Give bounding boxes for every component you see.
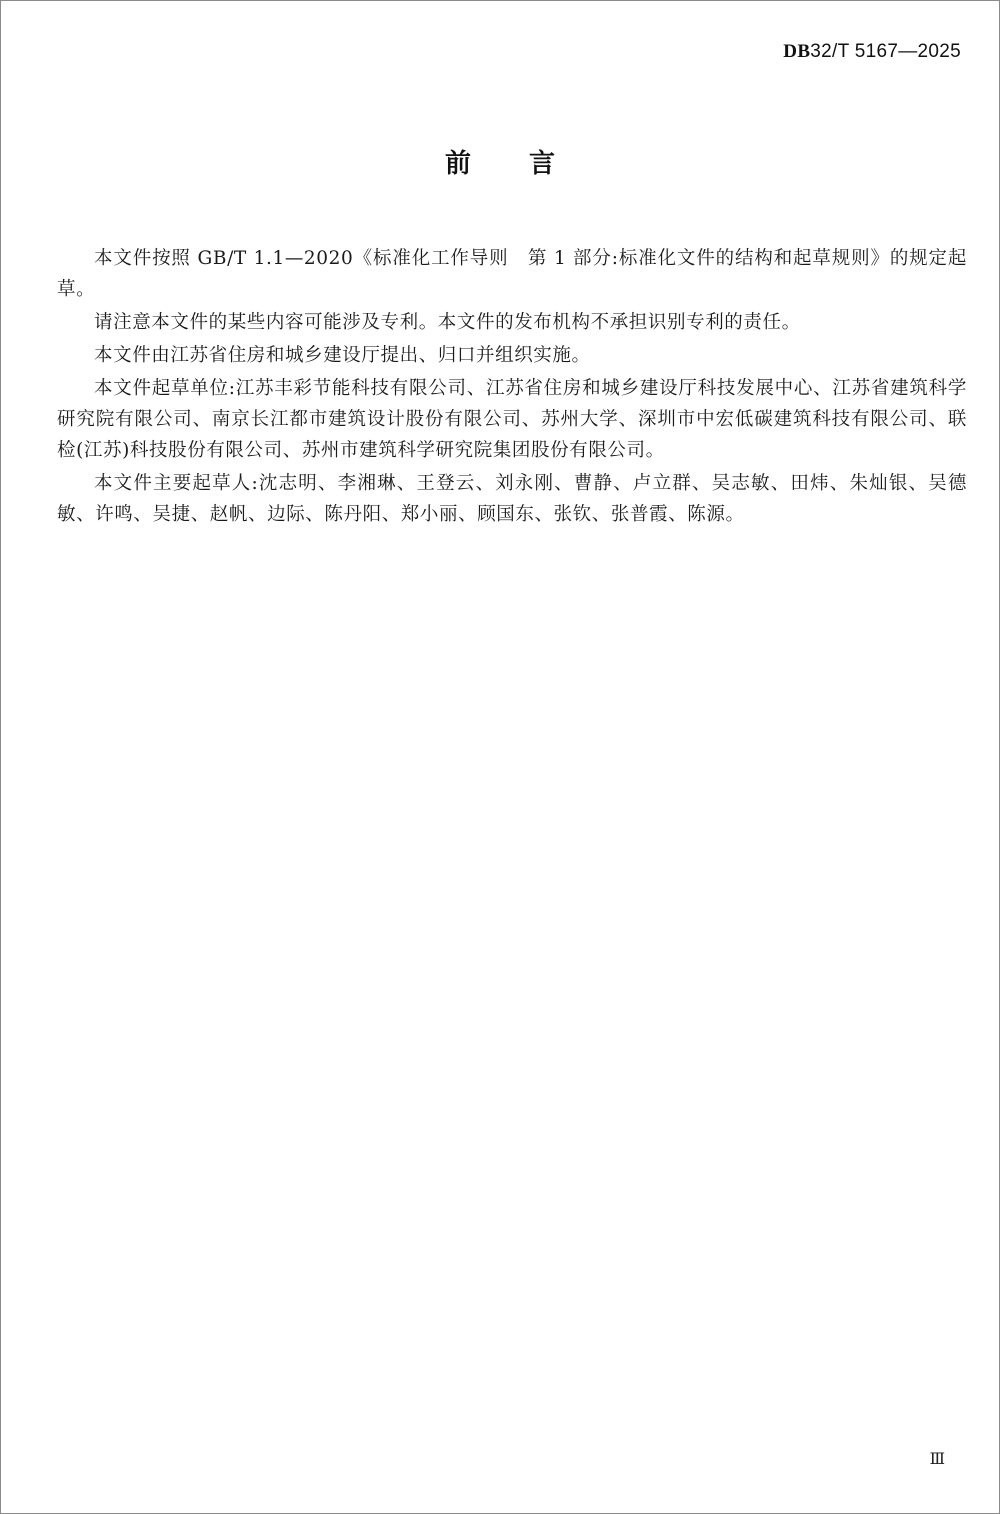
paragraph-drafting-basis: 本文件按照 GB/T 1.1—2020《标准化工作导则 第 1 部分:标准化文件的结构和起草规则》的规定起草。: [57, 248, 967, 300]
standard-code-number: 32/T 5167—2025: [810, 41, 961, 62]
paragraph-patent-notice: 请注意本文件的某些内容可能涉及专利。本文件的发布机构不承担识别专利的责任。: [94, 312, 801, 333]
paragraph-drafters: 本文件主要起草人:沈志明、李湘琳、王登云、刘永刚、曹静、卢立群、吴志敏、田炜、朱灿银、吴德敏、许鸣、吴捷、赵帆、边际、陈丹阳、郑小丽、顾国东、张钦、张普霞、陈源。: [57, 473, 967, 525]
standard-code: [783, 41, 961, 63]
paragraph-proposer: 本文件由江苏省住房和城乡建设厅提出、归口并组织实施。: [94, 345, 591, 366]
page-title: 前言: [444, 149, 613, 179]
page-number: Ⅲ: [929, 1451, 945, 1468]
paragraph-drafting-units: 本文件起草单位:江苏丰彩节能科技有限公司、江苏省住房和城乡建设厅科技发展中心、江苏省建筑科学研究院有限公司、南京长江都市建筑设计股份有限公司、苏州大学、深圳市中宏低碳建筑科技有限公司、联检(江苏)科技股份有限公司、苏州市建筑科学研究院集团股份有限公司。: [57, 378, 967, 461]
foreword-body: [57, 243, 967, 532]
standard-code-prefix: DB: [783, 41, 811, 62]
